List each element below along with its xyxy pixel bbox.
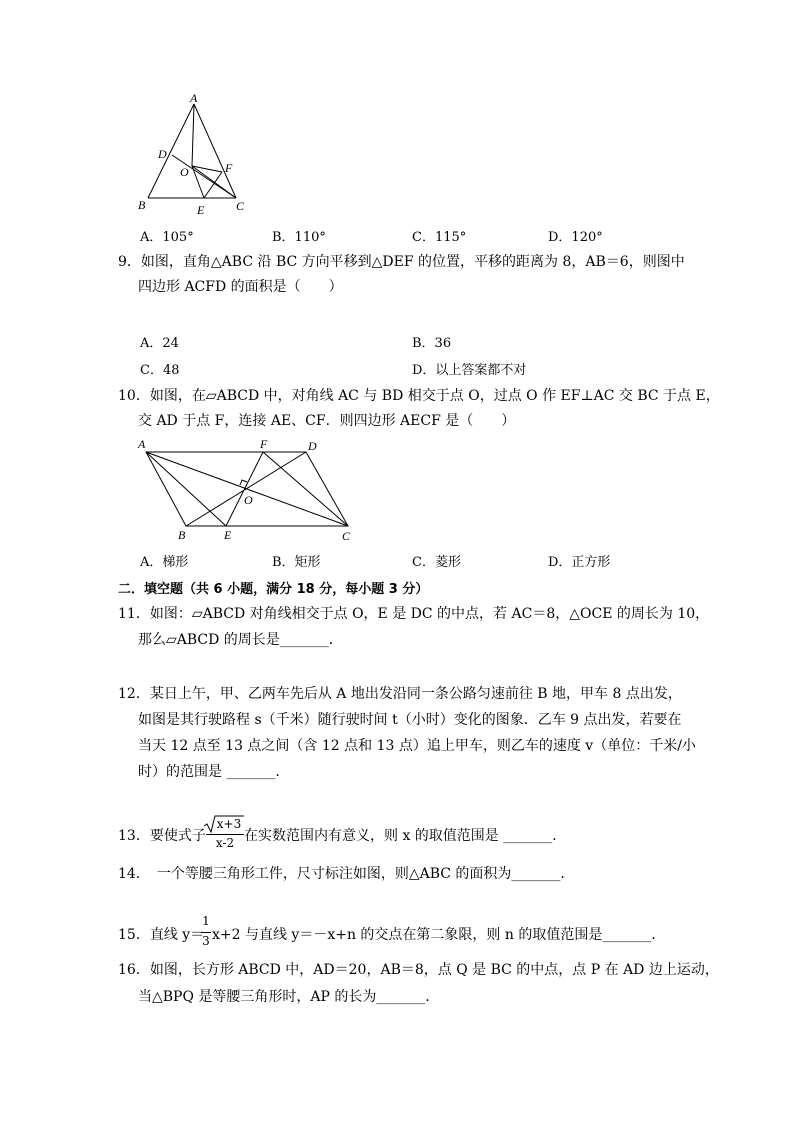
q12-stem-line2: 如图是其行驶路程 s（千米）随行驶时间 t（小时）变化的图象．乙车 9 点出发，若要在 (138, 712, 682, 728)
q8-triangle-figure (128, 92, 258, 220)
q12-stem-line4: 时）的范围是 _______． (138, 764, 290, 780)
label-B: B (178, 528, 186, 542)
q10-option-a: A．梯形 (140, 555, 189, 570)
q10-option-b: B．矩形 (272, 555, 321, 570)
q10-parallelogram-figure (134, 436, 356, 546)
q15-stem-prefix: 15．直线 y＝ (118, 927, 205, 943)
q16-stem-line2: 当△BPQ 是等腰三角形时，AP 的长为_______． (138, 989, 440, 1005)
label-F: F (260, 437, 268, 451)
q10-option-d: D．正方形 (548, 555, 611, 570)
label-O: O (180, 165, 189, 179)
q8-option-b: B．110° (272, 230, 326, 245)
label-C: C (236, 199, 245, 213)
q8-option-c: C．115° (412, 230, 467, 245)
q9-option-a: A．24 (140, 336, 179, 351)
label-C: C (342, 529, 351, 543)
label-F: F (225, 161, 233, 175)
q10-stem-line2: 交 AD 于点 F，连接 AE、CF．则四边形 AECF 是（ ） (138, 413, 516, 429)
label-E: E (197, 203, 205, 217)
q16-stem-line1: 16．如图，长方形 ABCD 中，AD＝20，AB＝8，点 Q 是 BC 的中点，点 P 在 AD 边上运动， (118, 962, 719, 978)
q9-option-c: C．48 (140, 363, 180, 378)
label-B: B (138, 198, 146, 212)
label-A: A (190, 92, 198, 105)
label-E: E (224, 528, 232, 542)
label-O: O (244, 493, 253, 507)
q12-stem-line1: 12．某日上午，甲、乙两车先后从 A 地出发沿同一条公路匀速前往 B 地，甲车 8 点出发， (118, 686, 682, 702)
q9-option-b: B．36 (412, 336, 452, 351)
q8-option-d: D．120° (548, 230, 603, 245)
q15-fraction (200, 914, 212, 954)
q15-denominator: 3 (202, 934, 210, 948)
q13-numerator: x+3 (216, 817, 242, 831)
q13-fraction (203, 814, 245, 854)
q9-stem-line1: 9．如图，直角△ABC 沿 BC 方向平移到△DEF 的位置，平移的距离为 8，AB＝6，则图中 (118, 254, 685, 270)
q14-stem: 14． 一个等腰三角形工件，尺寸标注如图，则△ABC 的面积为_______． (118, 866, 575, 882)
q8-option-a: A．105° (140, 230, 194, 245)
q13-stem-prefix: 13．要使式子 (118, 828, 206, 844)
q13-stem-suffix: 在实数范围内有意义，则 x 的取值范围是 _______． (244, 828, 567, 844)
label-D: D (158, 147, 167, 161)
section-heading: 二．填空题（共 6 小题，满分 18 分，每小题 3 分） (118, 582, 429, 597)
q13-denominator: x-2 (215, 836, 235, 850)
q11-stem-line1: 11．如图：▱ABCD 对角线相交于点 O，E 是 DC 的中点，若 AC＝8，△OCE 的周长为 10， (118, 606, 710, 622)
label-A: A (138, 437, 146, 451)
q11-stem-line2: 那么▱ABCD 的周长是_______． (138, 632, 343, 648)
q9-stem-line2: 四边形 ACFD 的面积是（ ） (138, 279, 343, 295)
label-D: D (308, 439, 317, 453)
q15-stem-suffix: x+2 与直线 y＝－x+n 的交点在第二象限，则 n 的取值范围是_______． (212, 927, 666, 943)
q10-stem-line1: 10．如图，在▱ABCD 中，对角线 AC 与 BD 相交于点 O，过点 O 作 EF⊥AC 交 BC 于点 E， (118, 388, 720, 404)
q15-numerator: 1 (202, 914, 210, 928)
q10-option-c: C．菱形 (412, 555, 461, 570)
q12-stem-line3: 当天 12 点至 13 点之间（含 12 点和 13 点）追上甲车，则乙车的速度 v（单位：千米/小 (138, 738, 696, 754)
q9-option-d: D．以上答案都不对 (412, 363, 527, 378)
